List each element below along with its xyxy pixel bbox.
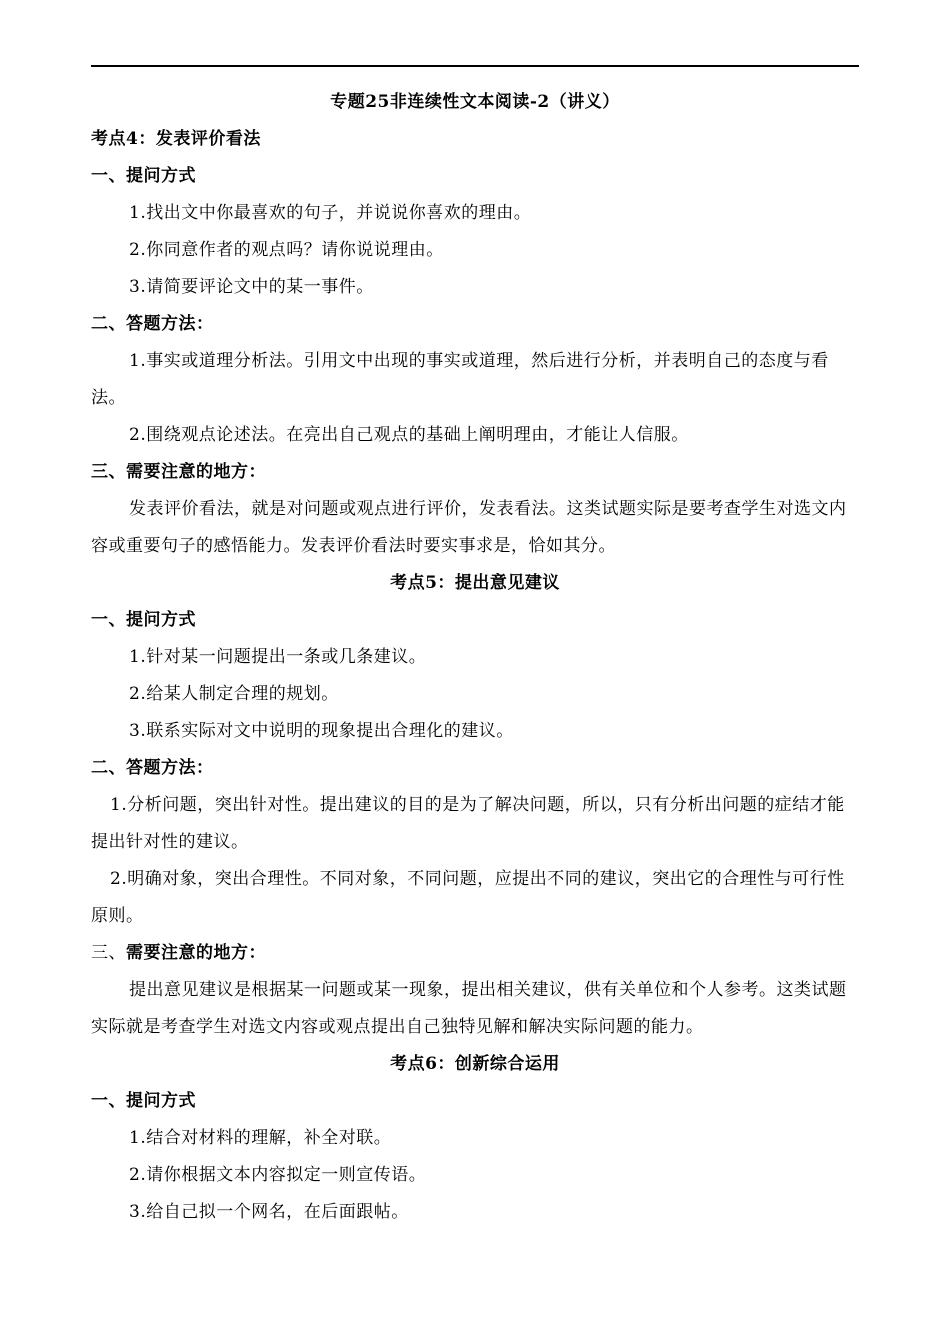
section-4-notes-label: 三、需要注意的地方： bbox=[91, 462, 266, 482]
section-5-notes-label-rest: 需要注意的地方： bbox=[126, 943, 266, 963]
section-5-notes-text: 提出意见建议是根据某一问题或某一现象，提出相关建议，供有关单位和个人参考。这类试题实际就是考查学生对选文内容或观点提出自己独特见解和解决实际问题的能力。 bbox=[91, 980, 847, 1037]
section-6-question-item: 3.给自己拟一个网名，在后面跟帖。 bbox=[129, 1202, 409, 1222]
section-4-method-item: 2.围绕观点论述法。在亮出自己观点的基础上阐明理由，才能让人信服。 bbox=[129, 425, 689, 445]
document-body bbox=[91, 84, 859, 1231]
doc-title: 专题25非连续性文本阅读-2（讲义） bbox=[330, 92, 620, 112]
section-5-question-item: 1.针对某一问题提出一条或几条建议。 bbox=[129, 647, 427, 667]
section-5-method-item: 2.明确对象，突出合理性。不同对象，不同问题，应提出不同的建议，突出它的合理性与可行性原则。 bbox=[91, 869, 845, 926]
header-rule bbox=[91, 65, 859, 67]
section-4-question-item: 3.请简要评论文中的某一事件。 bbox=[129, 277, 374, 297]
section-6-question-item: 2.请你根据文本内容拟定一则宣传语。 bbox=[129, 1165, 427, 1185]
section-4-question-item: 1.找出文中你最喜欢的句子，并说说你喜欢的理由。 bbox=[129, 203, 532, 223]
section-4-method-item: 1.事实或道理分析法。引用文中出现的事实或道理，然后进行分析，并表明自己的态度与看法。 bbox=[91, 351, 829, 408]
section-5-question-item: 3.联系实际对文中说明的现象提出合理化的建议。 bbox=[129, 721, 514, 741]
section-5-method-label: 二、答题方法： bbox=[91, 758, 214, 778]
section-5-question-label: 一、提问方式 bbox=[91, 610, 196, 630]
section-4-notes-text: 发表评价看法，就是对问题或观点进行评价，发表看法。这类试题实际是要考查学生对选文内容或重要句子的感悟能力。发表评价看法时要实事求是，恰如其分。 bbox=[91, 499, 847, 556]
section-4-method-label: 二、答题方法： bbox=[91, 314, 214, 334]
section-4-heading: 考点4：发表评价看法 bbox=[91, 129, 261, 149]
section-5-question-item: 2.给某人制定合理的规划。 bbox=[129, 684, 339, 704]
section-4-question-label: 一、提问方式 bbox=[91, 166, 196, 186]
section-5-notes-label-prefix: 三、 bbox=[91, 943, 126, 963]
section-6-question-label: 一、提问方式 bbox=[91, 1091, 196, 1111]
section-5-method-item: 1.分析问题，突出针对性。提出建议的目的是为了解决问题，所以，只有分析出问题的症结才能提出针对性的建议。 bbox=[91, 795, 845, 852]
section-4-question-item: 2.你同意作者的观点吗？请你说说理由。 bbox=[129, 240, 444, 260]
section-6-heading: 考点6：创新综合运用 bbox=[390, 1054, 560, 1074]
section-5-notes-label bbox=[91, 935, 859, 972]
section-6-question-item: 1.结合对材料的理解，补全对联。 bbox=[129, 1128, 392, 1148]
section-5-heading: 考点5：提出意见建议 bbox=[390, 573, 560, 593]
